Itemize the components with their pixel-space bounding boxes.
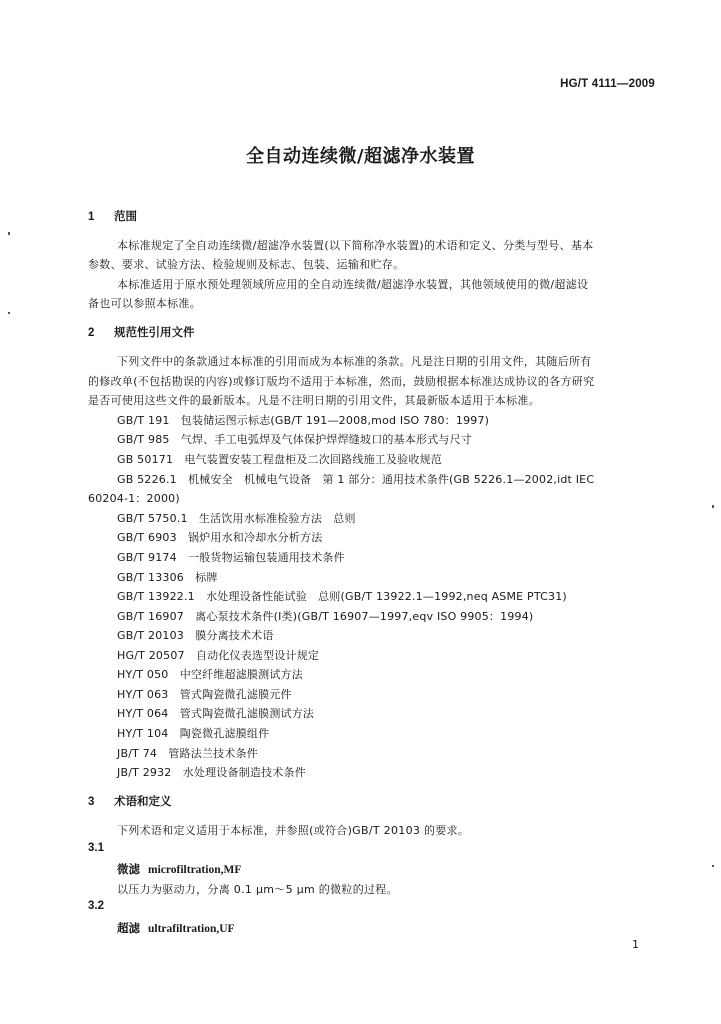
scan-speck — [8, 232, 10, 235]
reference-title: 气焊、手工电弧焊及气体保护焊焊缝坡口的基本形式与尺寸 — [180, 433, 472, 446]
term-3-2 — [117, 920, 235, 936]
reference-item — [117, 529, 322, 545]
reference-item — [117, 588, 567, 604]
reference-code: HG/T 20507 — [117, 649, 185, 662]
reference-code: GB/T 13306 — [117, 571, 184, 584]
reference-code: HY/T 063 — [117, 688, 169, 701]
reference-title: 标牌 — [195, 571, 218, 584]
section-2-intro-line-2: 的修改单(不包括勘误的内容)或修订版均不适用于本标准，然而，鼓励根据本标准达成协议的各方研究 — [88, 375, 595, 388]
reference-item-continuation — [88, 490, 180, 506]
reference-title: 管路法兰技术条件 — [168, 747, 258, 760]
section-number: 1 — [88, 211, 95, 223]
page-number: 1 — [632, 938, 639, 951]
term-english: microfiltration,MF — [148, 864, 242, 876]
section-1-paragraph-2-line-1: 本标准适用于原水预处理领域所应用的全自动连续微/超滤净水装置，其他领域使用的微/超滤设 — [117, 278, 589, 291]
section-1-paragraph-1-line-2: 参数、要求、试验方法、检验规则及标志、包装、运输和贮存。 — [88, 258, 405, 271]
reference-item — [117, 686, 292, 702]
reference-title: 管式陶瓷微孔滤膜元件 — [179, 688, 292, 701]
section-1-heading — [88, 208, 137, 224]
document-title: 全自动连续微/超滤净水装置 — [245, 146, 476, 167]
section-title: 术语和定义 — [114, 794, 172, 808]
reference-item — [117, 451, 442, 467]
reference-item — [117, 764, 306, 780]
term-english: ultrafiltration,UF — [148, 923, 235, 935]
section-title: 规范性引用文件 — [114, 325, 195, 339]
reference-title: 中空纤维超滤膜测试方法 — [179, 668, 303, 681]
term-chinese: 超滤 — [117, 921, 140, 935]
reference-code: GB/T 985 — [117, 433, 170, 446]
section-number: 2 — [88, 327, 95, 339]
reference-item — [117, 510, 356, 526]
scan-speck — [8, 312, 10, 314]
reference-item — [117, 647, 319, 663]
reference-title: 水处理设备制造技术条件 — [182, 766, 306, 779]
standard-code-header: HG/T 4111—2009 — [560, 78, 655, 90]
reference-item — [117, 608, 533, 624]
reference-code: GB/T 191 — [117, 414, 170, 427]
section-2-heading — [88, 324, 195, 340]
reference-code: GB 50171 — [117, 453, 174, 466]
reference-item — [117, 666, 303, 682]
reference-code: GB 5226.1 — [117, 473, 177, 486]
reference-code: GB/T 13922.1 — [117, 590, 195, 603]
reference-code: JB/T 74 — [117, 747, 158, 760]
reference-title: 管式陶瓷微孔滤膜测试方法 — [179, 707, 315, 720]
scan-speck — [712, 505, 714, 508]
reference-code: HY/T 050 — [117, 668, 169, 681]
section-3-heading — [88, 793, 172, 809]
reference-title: 离心泵技术条件(Ⅰ类)(GB/T 16907—1997,eqv ISO 9905：1994) — [195, 610, 534, 623]
reference-title: 陶瓷微孔滤膜组件 — [179, 727, 270, 740]
term-3-2-number: 3.2 — [88, 900, 104, 912]
section-1-paragraph-1-line-1: 本标准规定了全自动连续微/超滤净水装置(以下简称净水装置)的术语和定义、分类与型号、基本 — [117, 239, 594, 252]
reference-title: 电气装置安装工程盘柜及二次回路线施工及验收规范 — [184, 453, 442, 466]
reference-item — [117, 471, 594, 487]
reference-title: 生活饮用水标准检验方法 总则 — [198, 512, 356, 525]
reference-item — [117, 745, 258, 761]
reference-code: GB/T 6903 — [117, 531, 177, 544]
reference-title: 机械安全 机械电气设备 第 1 部分：通用技术条件(GB 5226.1—2002,idt IEC — [188, 473, 595, 486]
reference-title: 一般货物运输包装通用技术条件 — [188, 551, 345, 564]
reference-item — [117, 412, 489, 428]
reference-code: GB/T 9174 — [117, 551, 177, 564]
section-3-intro: 下列术语和定义适用于本标准，并参照(或符合)GB/T 20103 的要求。 — [117, 824, 470, 837]
reference-title: 自动化仪表选型设计规定 — [195, 649, 320, 662]
reference-code: GB/T 5750.1 — [117, 512, 188, 525]
reference-code: HY/T 104 — [117, 727, 169, 740]
reference-code: GB/T 16907 — [117, 610, 184, 623]
reference-title: 包装储运图示标志(GB/T 191—2008,mod ISO 780：1997) — [180, 414, 490, 427]
section-1-paragraph-2-line-2: 备也可以参照本标准。 — [88, 297, 201, 310]
scan-speck — [712, 865, 714, 867]
reference-code: JB/T 2932 — [117, 766, 172, 779]
section-2-intro-line-3: 是否可使用这些文件的最新版本。凡是不注明日期的引用文件，其最新版本适用于本标准。 — [88, 394, 540, 407]
reference-item — [117, 725, 269, 741]
reference-item — [117, 569, 218, 585]
term-3-1-number: 3.1 — [88, 842, 104, 854]
reference-item — [117, 705, 314, 721]
term-3-1-definition: 以压力为驱动力，分离 0.1 μm～5 μm 的微粒的过程。 — [117, 883, 398, 896]
reference-item — [117, 431, 472, 447]
reference-code: HY/T 064 — [117, 707, 169, 720]
reference-title: 锅炉用水和冷却水分析方法 — [188, 531, 323, 544]
reference-title: 水处理设备性能试验 总则(GB/T 13922.1—1992,neq ASME PTC31) — [206, 590, 567, 603]
section-title: 范围 — [114, 209, 137, 223]
reference-title: 60204-1：2000) — [88, 492, 180, 505]
section-number: 3 — [88, 796, 95, 808]
term-chinese: 微滤 — [117, 862, 140, 876]
reference-item — [117, 627, 274, 643]
reference-item — [117, 549, 345, 565]
term-3-1 — [117, 861, 241, 877]
section-2-intro-line-1: 下列文件中的条款通过本标准的引用而成为本标准的条款。凡是注日期的引用文件，其随后所有 — [117, 355, 592, 368]
reference-title: 膜分离技术术语 — [195, 629, 274, 642]
reference-code: GB/T 20103 — [117, 629, 184, 642]
